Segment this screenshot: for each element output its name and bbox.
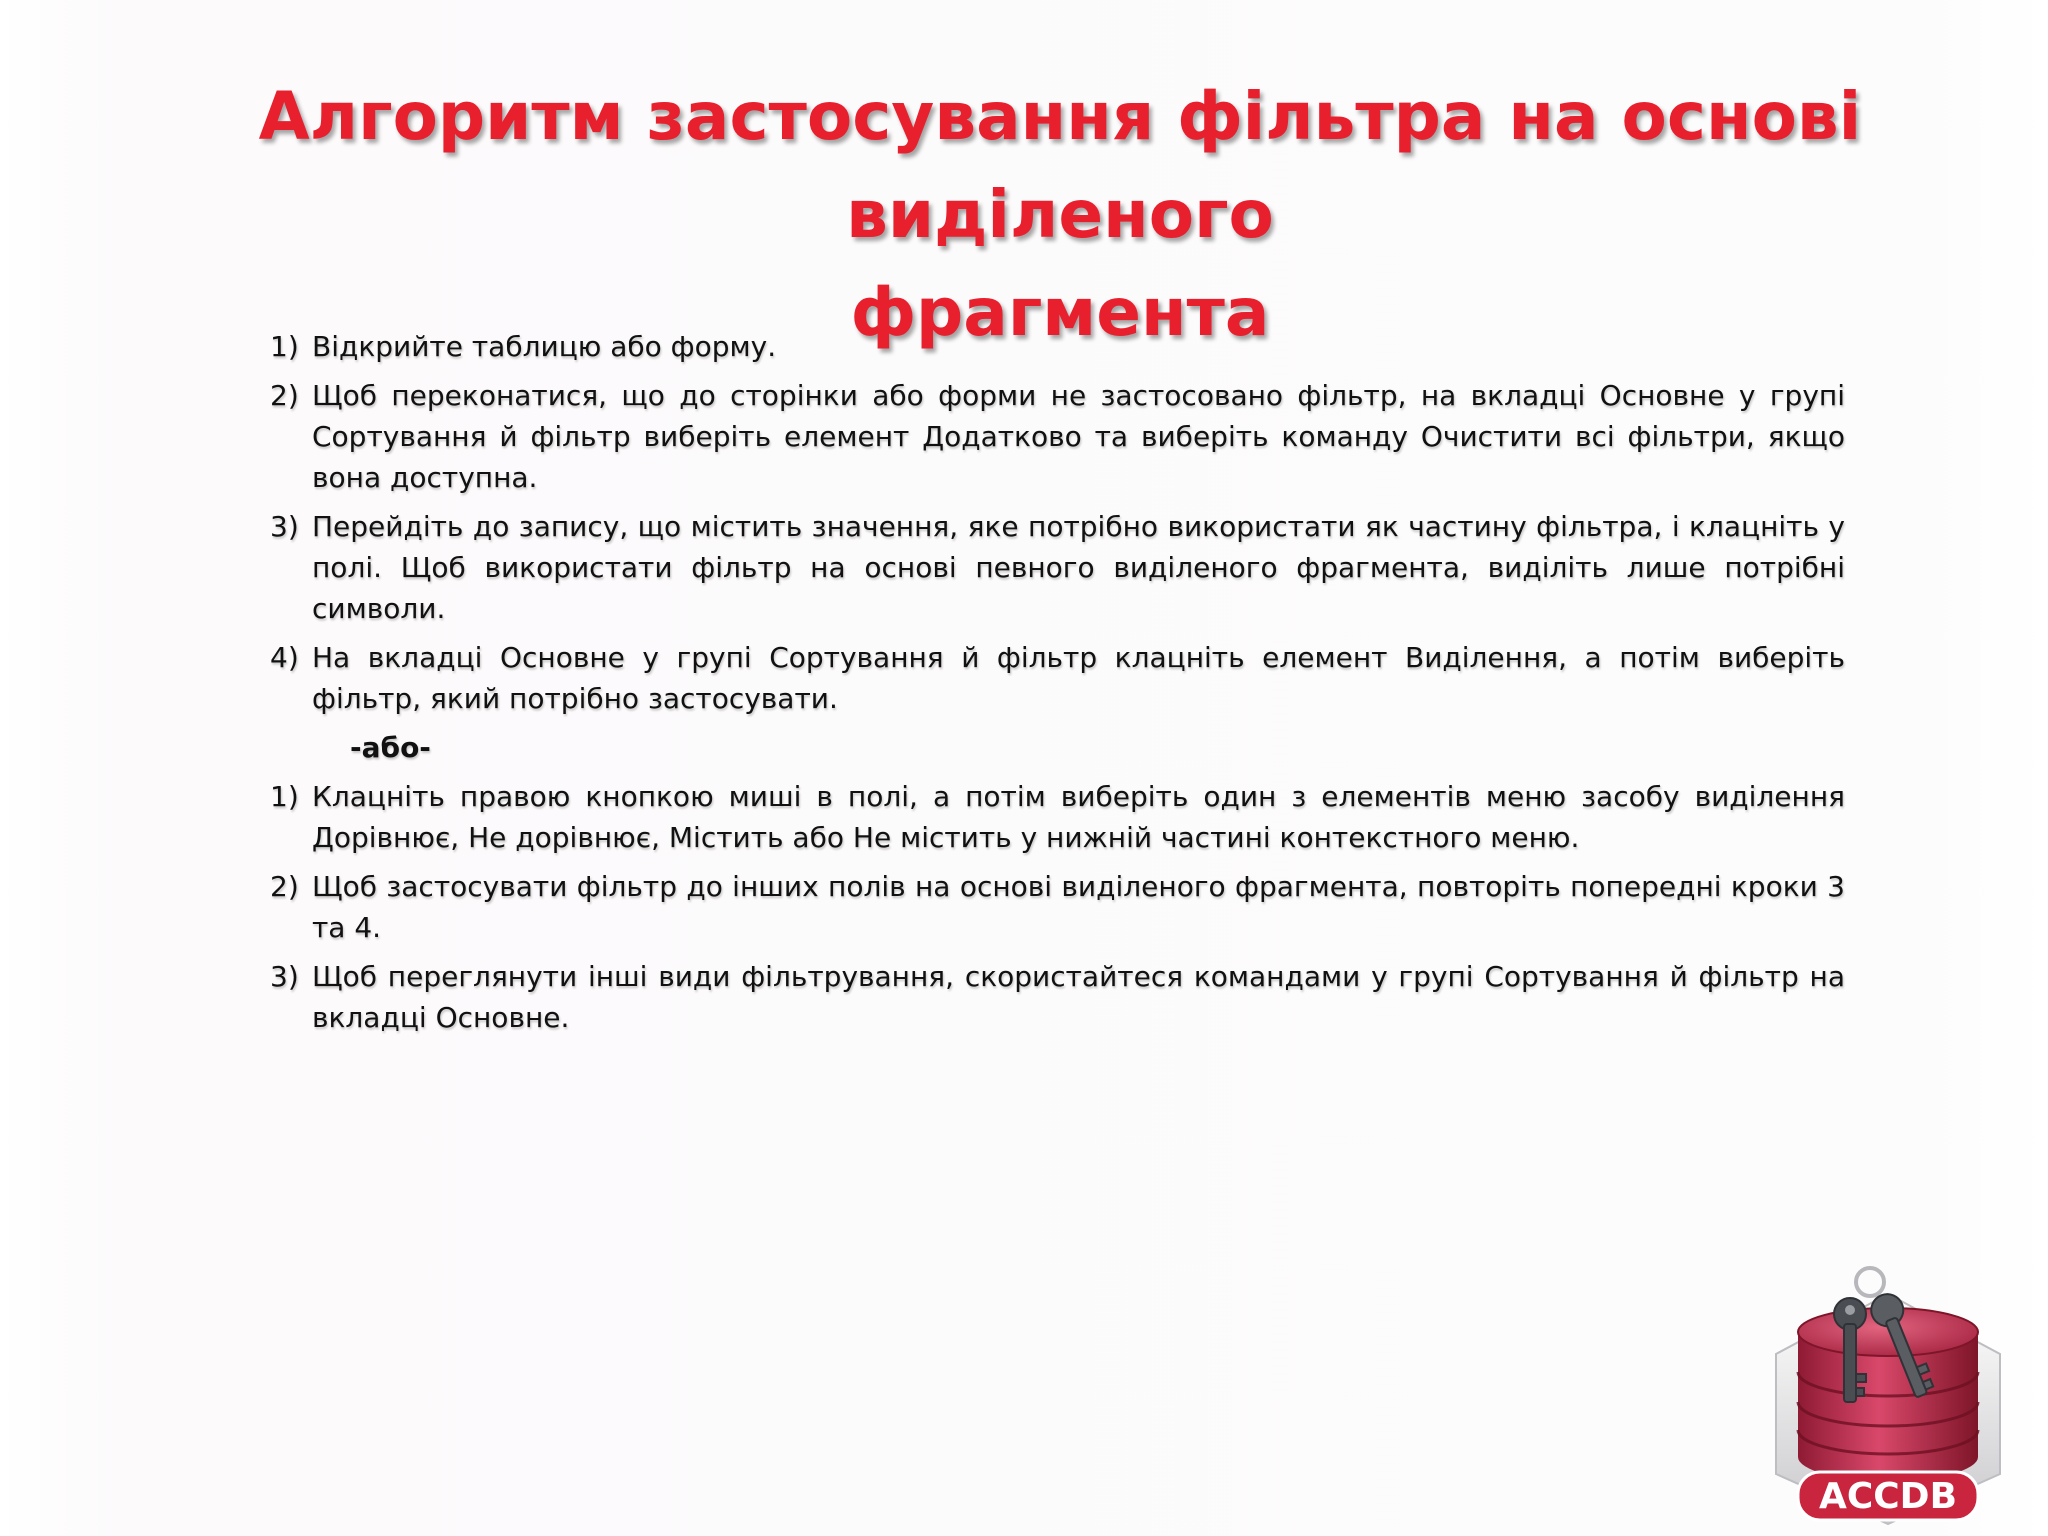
step-text: Щоб переглянути інші види фільтрування, скористайтеся командами у групі Сортування й фільтр на вкладці Основне. xyxy=(312,960,1845,1034)
step-number: 2) xyxy=(270,379,299,412)
step-text: На вкладці Основне у групі Сортування й фільтр клацніть елемент Виділення, а потім виберіть фільтр, який потрібно застосувати. xyxy=(312,641,1845,715)
step-text: Відкрийте таблицю або форму. xyxy=(312,330,777,363)
step-number: 3) xyxy=(270,960,299,993)
step-number: 3) xyxy=(270,510,299,543)
step-item xyxy=(270,956,1845,1038)
step-text: Клацніть правою кнопкою миші в полі, а потім виберіть один з елементів меню засобу виділення Дорівнює, Не дорівнює, Містить або Не містить у нижній частині контекстного меню. xyxy=(312,780,1845,854)
step-number: 2) xyxy=(270,870,299,903)
steps-list xyxy=(270,326,1845,1046)
logo-text: ACCDB xyxy=(1818,1476,1958,1517)
slide-title xyxy=(100,68,2020,362)
step-item xyxy=(270,637,1845,719)
step-item xyxy=(270,506,1845,629)
step-number: 1) xyxy=(270,330,299,363)
accdb-logo xyxy=(1738,1262,2038,1532)
step-number: 4) xyxy=(270,641,299,674)
step-item xyxy=(270,375,1845,498)
step-number: 1) xyxy=(270,780,299,813)
database-keys-icon xyxy=(1776,1268,2000,1524)
step-item xyxy=(270,776,1845,858)
step-text: Перейдіть до запису, що містить значення, яке потрібно використати як частину фільтра, і клацніть у полі. Щоб використати фільтр на основі певного виділеного фрагмента, виділіть лише потрібні символи. xyxy=(312,510,1845,625)
step-text: Щоб застосувати фільтр до інших полів на основі виділеного фрагмента, повторіть попередні кроки 3 та 4. xyxy=(312,870,1845,944)
slide-title-line-2: фрагмента xyxy=(850,274,1270,351)
alternative-separator: -або- xyxy=(350,731,431,764)
step-text: Щоб переконатися, що до сторінки або форми не застосовано фільтр, на вкладці Основне у групі Сортування й фільтр виберіть елемент Додатково та виберіть команду Очистити всі фільтри, якщо вона доступна. xyxy=(312,379,1845,494)
step-item xyxy=(270,326,1845,367)
slide-title-line-1: Алгоритм застосування фільтра на основі виділеного xyxy=(258,78,1862,253)
step-item xyxy=(270,866,1845,948)
